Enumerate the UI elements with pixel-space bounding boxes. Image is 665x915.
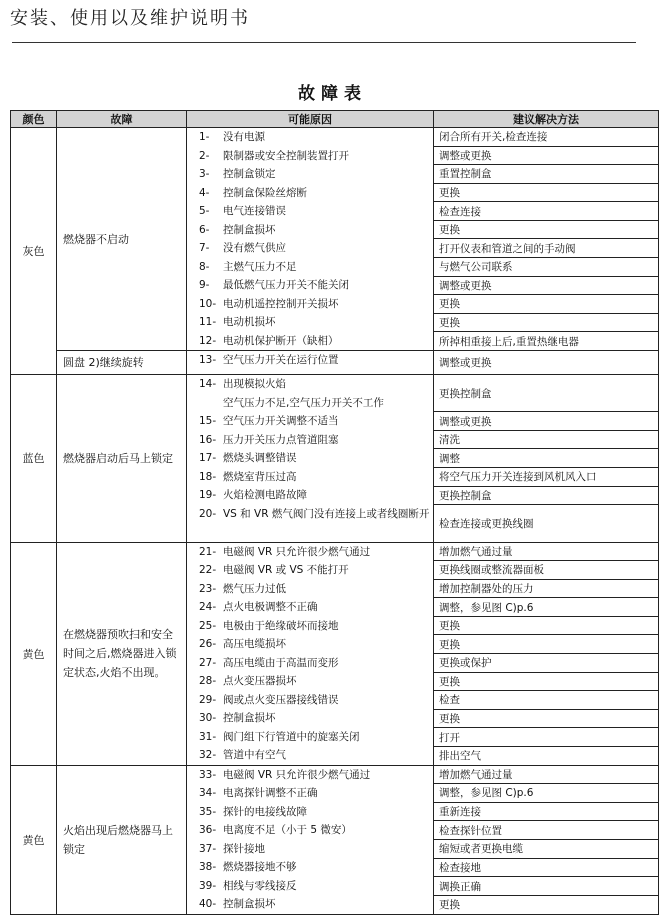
cause-item bbox=[187, 840, 433, 859]
cause-number: 10- bbox=[199, 297, 217, 310]
color-cell: 蓝色 bbox=[11, 375, 57, 543]
solution-cell: 检查连接或更换线圈 bbox=[434, 505, 659, 542]
cause-text: 限制器或安全控制装置打开 bbox=[223, 149, 349, 162]
solution-cell: 更换控制盒 bbox=[434, 486, 659, 505]
solution-cell: 调整或更换 bbox=[434, 146, 659, 165]
solution-cell: 检查探针位置 bbox=[434, 821, 659, 840]
cause-text: 管道中有空气 bbox=[223, 749, 286, 761]
cause-item bbox=[187, 858, 433, 877]
fault-cell: 在燃烧器预吹扫和安全时间之后,燃烧器进入锁定状态,火焰不出现。 bbox=[57, 542, 187, 765]
column-header-causes: 可能原因 bbox=[187, 111, 434, 128]
cause-number: 20- bbox=[199, 507, 217, 520]
cause-number: 38- bbox=[199, 861, 217, 873]
solution-cell: 增加燃气通过量 bbox=[434, 765, 659, 784]
cause-item bbox=[187, 877, 433, 896]
cause-text: 出现模拟火焰 bbox=[223, 378, 286, 390]
cause-text: 控制盒保险丝熔断 bbox=[223, 186, 307, 199]
cause-text: 电磁阀 VR 只允许很少燃气通过 bbox=[223, 545, 371, 558]
solution-cell: 检查连接 bbox=[434, 202, 659, 221]
cause-number: 16- bbox=[199, 433, 217, 446]
cause-number: 30- bbox=[199, 712, 217, 724]
solution-cell: 排出空气 bbox=[434, 746, 659, 765]
cause-number: 33- bbox=[199, 768, 217, 781]
table-row bbox=[11, 375, 659, 412]
solution-cell: 更换 bbox=[434, 220, 659, 239]
solution-cell: 更换 bbox=[434, 295, 659, 314]
cause-number: 1- bbox=[199, 131, 210, 143]
solution-cell: 重新连接 bbox=[434, 802, 659, 821]
cause-text: 控制盒损坏 bbox=[223, 898, 276, 910]
cause-text: 空气压力开关在运行位置 bbox=[223, 354, 339, 366]
solution-cell: 更换线圈或整流器面板 bbox=[434, 561, 659, 580]
cause-text: 控制盒锁定 bbox=[223, 168, 276, 180]
cause-text: 电磁阀 VR 或 VS 不能打开 bbox=[223, 564, 349, 576]
solution-cell: 更换 bbox=[434, 313, 659, 332]
cause-text: 阀门组下行管道中的旋塞关闭 bbox=[223, 730, 360, 743]
cause-text: 压力开关压力点管道阻塞 bbox=[223, 433, 339, 446]
cause-text: 燃烧器接地不够 bbox=[223, 861, 297, 873]
cause-text: 控制盒损坏 bbox=[223, 712, 276, 724]
cause-item bbox=[187, 276, 433, 295]
cause-item bbox=[187, 412, 433, 431]
table-row bbox=[11, 765, 659, 784]
cause-item bbox=[187, 221, 433, 240]
cause-item bbox=[187, 580, 433, 599]
cause-text: 高压电缆由于高温而变形 bbox=[223, 656, 339, 669]
cause-text: VS 和 VR 燃气阀门没有连接上或者线圈断开 bbox=[223, 507, 430, 520]
cause-text: 空气压力不足,空气压力开关不工作 bbox=[223, 396, 384, 409]
cause-number: 36- bbox=[199, 824, 217, 836]
solution-cell: 更换 bbox=[434, 895, 659, 914]
cause-text: 相线与零线接反 bbox=[223, 879, 297, 892]
fault-cell: 火焰出现后燃烧器马上锁定 bbox=[57, 765, 187, 914]
cause-number: 37- bbox=[199, 842, 217, 855]
cause-number: 15- bbox=[199, 415, 217, 427]
cause-number: 3- bbox=[199, 168, 210, 180]
cause-item bbox=[187, 635, 433, 654]
fault-cell: 燃烧器启动后马上锁定 bbox=[57, 375, 187, 543]
cause-item bbox=[187, 375, 433, 394]
table-row bbox=[11, 351, 659, 375]
causes-cell bbox=[187, 542, 434, 765]
cause-text: 探针的电接线故障 bbox=[223, 805, 307, 818]
solution-cell: 更换 bbox=[434, 635, 659, 654]
solution-cell: 调整或更换 bbox=[434, 351, 659, 375]
cause-number: 11- bbox=[199, 316, 217, 328]
causes-cell bbox=[187, 765, 434, 914]
cause-text: 最低燃气压力开关不能关闭 bbox=[223, 279, 349, 291]
cause-item bbox=[187, 766, 433, 785]
cause-text: 电离探针调整不正确 bbox=[223, 787, 318, 799]
cause-item bbox=[187, 394, 433, 413]
page-title: 故障表 bbox=[298, 84, 367, 104]
solution-cell: 所掉相重接上后,重置热继电器 bbox=[434, 332, 659, 351]
cause-number: 12- bbox=[199, 334, 217, 347]
solution-cell: 将空气压力开关连接到风机风入口 bbox=[434, 468, 659, 487]
cause-item bbox=[187, 431, 433, 450]
cause-item bbox=[187, 128, 433, 147]
color-cell: 黄色 bbox=[11, 765, 57, 914]
header-divider bbox=[12, 42, 636, 43]
cause-text: 电极由于绝缘破坏而接地 bbox=[223, 619, 339, 632]
cause-number: 31- bbox=[199, 730, 217, 743]
cause-item bbox=[187, 617, 433, 636]
cause-text: 电气连接错误 bbox=[223, 205, 286, 217]
cause-item bbox=[187, 313, 433, 332]
cause-item bbox=[187, 486, 433, 505]
cause-item bbox=[187, 821, 433, 840]
cause-item bbox=[187, 895, 433, 914]
causes-cell bbox=[187, 128, 434, 351]
table-header-row bbox=[11, 111, 659, 128]
cause-number: 24- bbox=[199, 601, 217, 613]
cause-item bbox=[187, 728, 433, 747]
cause-text: 探针接地 bbox=[223, 842, 265, 855]
solution-cell: 更换 bbox=[434, 672, 659, 691]
cause-number: 18- bbox=[199, 470, 217, 483]
solution-cell: 缩短或者更换电缆 bbox=[434, 840, 659, 859]
cause-text: 电动机遥控控制开关损坏 bbox=[223, 297, 339, 310]
solution-cell: 检查 bbox=[434, 691, 659, 710]
solution-cell: 增加燃气通过量 bbox=[434, 542, 659, 561]
cause-text: 点火电极调整不正确 bbox=[223, 601, 318, 613]
cause-number: 8- bbox=[199, 260, 210, 273]
solution-cell: 与燃气公司联系 bbox=[434, 258, 659, 277]
cause-item bbox=[187, 543, 433, 562]
cause-number: 39- bbox=[199, 879, 217, 892]
solution-cell: 调整，参见图 C)p.6 bbox=[434, 598, 659, 617]
causes-cell bbox=[187, 375, 434, 543]
cause-text: 燃气压力过低 bbox=[223, 582, 286, 595]
cause-number: 4- bbox=[199, 186, 210, 199]
cause-text: 控制盒损坏 bbox=[223, 223, 276, 236]
cause-item bbox=[187, 784, 433, 803]
cause-text: 阀或点火变压器接线错误 bbox=[223, 693, 339, 706]
cause-text: 主燃气压力不足 bbox=[223, 260, 297, 273]
cause-text: 电动机保护断开（缺相） bbox=[223, 334, 339, 347]
cause-number: 25- bbox=[199, 619, 217, 632]
cause-text: 电动机损坏 bbox=[223, 316, 276, 328]
solution-cell: 打开 bbox=[434, 728, 659, 747]
cause-item bbox=[187, 691, 433, 710]
solution-cell: 重置控制盒 bbox=[434, 165, 659, 184]
document-header: 安装、使用以及维护说明书 bbox=[10, 8, 250, 29]
cause-item bbox=[187, 202, 433, 221]
cause-number: 22- bbox=[199, 564, 217, 576]
cause-number: 19- bbox=[199, 489, 217, 501]
solution-cell: 增加控制器处的压力 bbox=[434, 579, 659, 598]
solution-cell: 更换 bbox=[434, 616, 659, 635]
cause-item bbox=[187, 332, 433, 351]
cause-number: 13- bbox=[199, 354, 217, 366]
cause-item bbox=[187, 165, 433, 184]
solution-cell: 调整 bbox=[434, 449, 659, 468]
solution-cell: 更换 bbox=[434, 183, 659, 202]
cause-text: 没有燃气供应 bbox=[223, 242, 286, 254]
cause-number: 6- bbox=[199, 223, 210, 236]
cause-number: 32- bbox=[199, 749, 217, 761]
cause-item bbox=[187, 803, 433, 822]
solution-cell: 闭合所有开关,检查连接 bbox=[434, 128, 659, 147]
cause-item bbox=[187, 505, 433, 542]
cause-text: 空气压力开关调整不适当 bbox=[223, 415, 339, 427]
cause-item bbox=[187, 184, 433, 203]
cause-number: 17- bbox=[199, 452, 217, 464]
column-header-color: 颜色 bbox=[11, 111, 57, 128]
cause-number: 35- bbox=[199, 805, 217, 818]
cause-number: 40- bbox=[199, 898, 217, 910]
cause-number: 28- bbox=[199, 675, 217, 687]
cause-text: 点火变压器损坏 bbox=[223, 675, 297, 687]
solution-cell: 更换或保护 bbox=[434, 653, 659, 672]
cause-number: 23- bbox=[199, 582, 217, 595]
solution-cell: 检查接地 bbox=[434, 858, 659, 877]
fault-table bbox=[10, 110, 659, 915]
solution-cell: 打开仪表和管道之间的手动阀 bbox=[434, 239, 659, 258]
cause-number: 9- bbox=[199, 279, 210, 291]
cause-number: 27- bbox=[199, 656, 217, 669]
cause-number: 7- bbox=[199, 242, 210, 254]
cause-item bbox=[187, 351, 433, 370]
column-header-fault: 故障 bbox=[57, 111, 187, 128]
cause-item bbox=[187, 147, 433, 166]
causes-cell bbox=[187, 351, 434, 375]
cause-item bbox=[187, 561, 433, 580]
cause-text: 没有电源 bbox=[223, 131, 265, 143]
cause-item bbox=[187, 239, 433, 258]
color-cell: 黄色 bbox=[11, 542, 57, 765]
cause-text: 电离度不足（小于 5 微安） bbox=[223, 824, 352, 836]
color-cell: 灰色 bbox=[11, 128, 57, 375]
cause-number: 2- bbox=[199, 149, 210, 162]
cause-item bbox=[187, 449, 433, 468]
cause-number: 34- bbox=[199, 787, 217, 799]
solution-cell: 调换正确 bbox=[434, 877, 659, 896]
solution-cell: 清洗 bbox=[434, 430, 659, 449]
cause-text: 电磁阀 VR 只允许很少燃气通过 bbox=[223, 768, 371, 781]
cause-text: 燃烧室背压过高 bbox=[223, 470, 297, 483]
column-header-solutions: 建议解决方法 bbox=[434, 111, 659, 128]
solution-cell: 调整或更换 bbox=[434, 412, 659, 431]
table-row bbox=[11, 542, 659, 561]
cause-number: 29- bbox=[199, 693, 217, 706]
fault-cell: 燃烧器不启动 bbox=[57, 128, 187, 351]
cause-text: 火焰检测电路故障 bbox=[223, 489, 307, 501]
solution-cell: 调整，参见图 C)p.6 bbox=[434, 784, 659, 803]
solution-cell: 调整或更换 bbox=[434, 276, 659, 295]
cause-item bbox=[187, 672, 433, 691]
cause-item bbox=[187, 258, 433, 277]
cause-item bbox=[187, 746, 433, 765]
cause-item bbox=[187, 598, 433, 617]
cause-number: 26- bbox=[199, 638, 217, 650]
cause-number: 5- bbox=[199, 205, 210, 217]
cause-item bbox=[187, 709, 433, 728]
cause-item bbox=[187, 654, 433, 673]
table-row bbox=[11, 128, 659, 147]
solution-cell: 更换控制盒 bbox=[434, 375, 659, 412]
cause-text: 高压电缆损坏 bbox=[223, 638, 286, 650]
fault-cell: 圆盘 2)继续旋转 bbox=[57, 351, 187, 375]
cause-number: 21- bbox=[199, 545, 217, 558]
cause-number: 14- bbox=[199, 378, 217, 390]
cause-item bbox=[187, 468, 433, 487]
cause-item bbox=[187, 295, 433, 314]
solution-cell: 更换 bbox=[434, 709, 659, 728]
cause-text: 燃烧头调整错误 bbox=[223, 452, 297, 464]
